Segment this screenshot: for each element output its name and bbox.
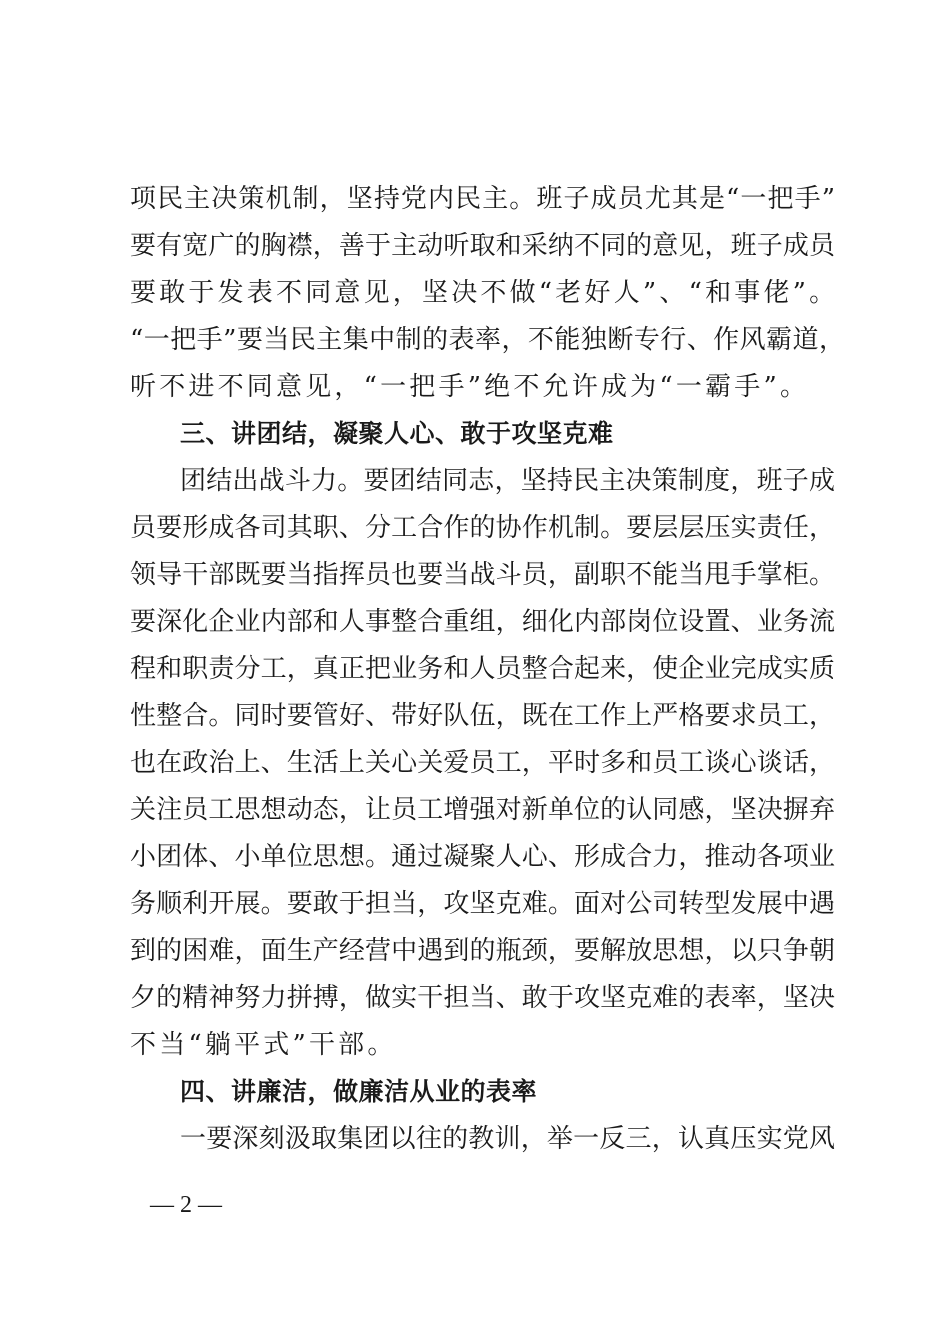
paragraph-line: 项民主决策机制，坚持党内民主。班子成员尤其是“一把手” bbox=[130, 184, 835, 214]
section-heading: 四、讲廉洁，做廉洁从业的表率 bbox=[180, 1077, 538, 1106]
paragraph-line: 要深化企业内部和人事整合重组，细化内部岗位设置、业务流 bbox=[130, 607, 835, 637]
paragraph-line: 程和职责分工，真正把业务和人员整合起来，使企业完成实质 bbox=[130, 654, 835, 684]
paragraph-line: 要敢于发表不同意见，坚决不做“老好人”、“和事佬”。 bbox=[130, 278, 839, 308]
paragraph-line: 员要形成各司其职、分工合作的协作机制。要层层压实责任， bbox=[130, 513, 835, 543]
paragraph-line: 一要深刻汲取集团以往的教训，举一反三，认真压实党风 bbox=[180, 1124, 835, 1154]
paragraph-line: 领导干部既要当指挥员也要当战斗员，副职不能当甩手掌柜。 bbox=[130, 560, 835, 590]
paragraph-line: 关注员工思想动态，让员工增强对新单位的认同感，坚决摒弃 bbox=[130, 795, 835, 825]
page-number: — 2 — bbox=[150, 1192, 222, 1218]
section-heading: 三、讲团结，凝聚人心、敢于攻坚克难 bbox=[180, 419, 614, 448]
paragraph-line: 夕的精神努力拼搏，做实干担当、敢于攻坚克难的表率，坚决 bbox=[130, 983, 835, 1013]
paragraph-line: 团结出战斗力。要团结同志，坚持民主决策制度，班子成 bbox=[180, 466, 835, 496]
paragraph-line: 到的困难，面生产经营中遇到的瓶颈，要解放思想，以只争朝 bbox=[130, 936, 835, 966]
paragraph-line: 小团体、小单位思想。通过凝聚人心、形成合力，推动各项业 bbox=[130, 842, 835, 872]
paragraph-line: 性整合。同时要管好、带好队伍，既在工作上严格要求员工， bbox=[130, 701, 835, 731]
paragraph-line: “一把手”要当民主集中制的表率，不能独断专行、作风霸道， bbox=[130, 325, 845, 355]
paragraph-line: 听不进不同意见，“一把手”绝不允许成为“一霸手”。 bbox=[130, 372, 810, 402]
paragraph-line: 也在政治上、生活上关心关爱员工，平时多和员工谈心谈话， bbox=[130, 748, 835, 778]
paragraph-line: 不当“躺平式”干部。 bbox=[130, 1030, 397, 1060]
paragraph-line: 务顺利开展。要敢于担当，攻坚克难。面对公司转型发展中遇 bbox=[130, 889, 835, 919]
paragraph-line: 要有宽广的胸襟，善于主动听取和采纳不同的意见，班子成员 bbox=[130, 231, 835, 261]
